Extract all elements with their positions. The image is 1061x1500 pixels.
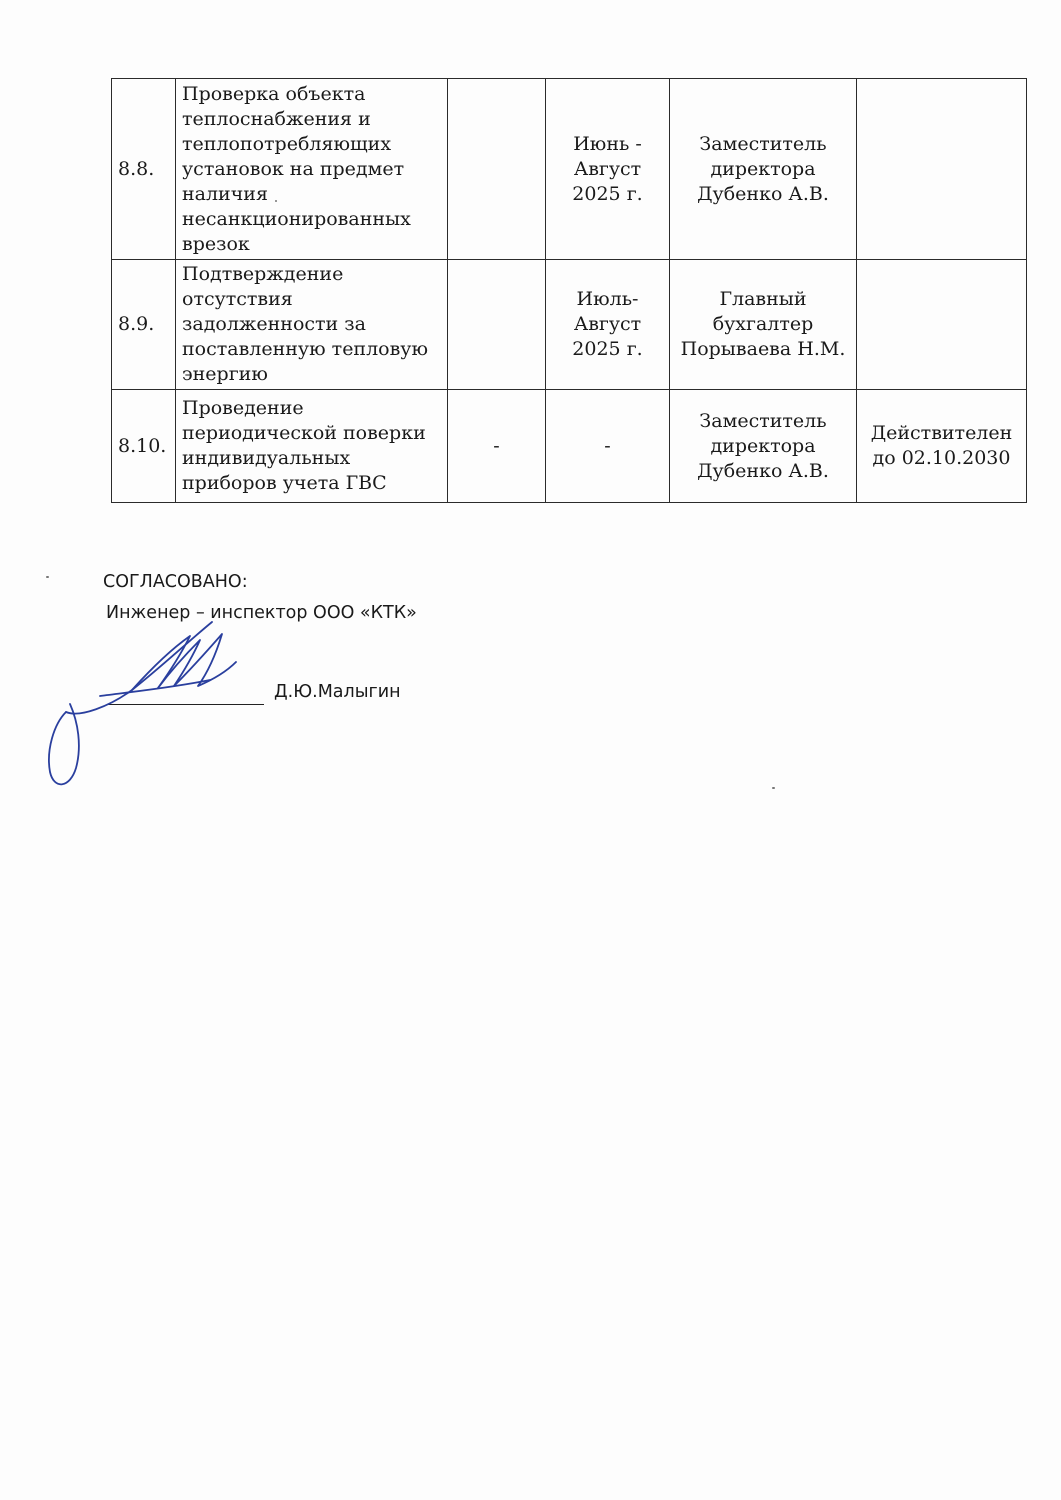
term-cell: - (546, 390, 670, 503)
note-cell (857, 260, 1027, 390)
approver-role: Инженер – инспектор ООО «КТК» (106, 603, 417, 623)
activity-cell: Проведение периодической поверки индивидуальных приборов учета ГВС (176, 390, 448, 503)
approval-title: СОГЛАСОВАНО: (103, 572, 248, 592)
scan-speck (772, 787, 775, 789)
term-cell: Июль- Август 2025 г. (546, 260, 670, 390)
note-cell: Действителен до 02.10.2030 (857, 390, 1027, 503)
signer-name: Д.Ю.Малыгин (274, 682, 401, 702)
table-row (112, 390, 1027, 503)
table-row (112, 79, 1027, 260)
extra-cell: - (448, 390, 546, 503)
table-row (112, 260, 1027, 390)
extra-cell (448, 260, 546, 390)
row-number: 8.9. (112, 260, 176, 390)
handwritten-signature (40, 600, 260, 800)
row-number: 8.10. (112, 390, 176, 503)
responsible-cell: Главный бухгалтер Порываева Н.М. (670, 260, 857, 390)
row-number: 8.8. (112, 79, 176, 260)
term-cell: Июнь - Август 2025 г. (546, 79, 670, 260)
activities-table (111, 78, 1027, 503)
activity-cell: Подтверждение отсутствия задолженности за поставленную тепловую энергию (176, 260, 448, 390)
scan-speck (275, 200, 277, 202)
scan-speck (46, 576, 49, 578)
responsible-cell: Заместитель директора Дубенко А.В. (670, 390, 857, 503)
extra-cell (448, 79, 546, 260)
responsible-cell: Заместитель директора Дубенко А.В. (670, 79, 857, 260)
activity-cell: Проверка объекта теплоснабжения и теплопотребляющих установок на предмет наличия несанкционированных врезок (176, 79, 448, 260)
note-cell (857, 79, 1027, 260)
